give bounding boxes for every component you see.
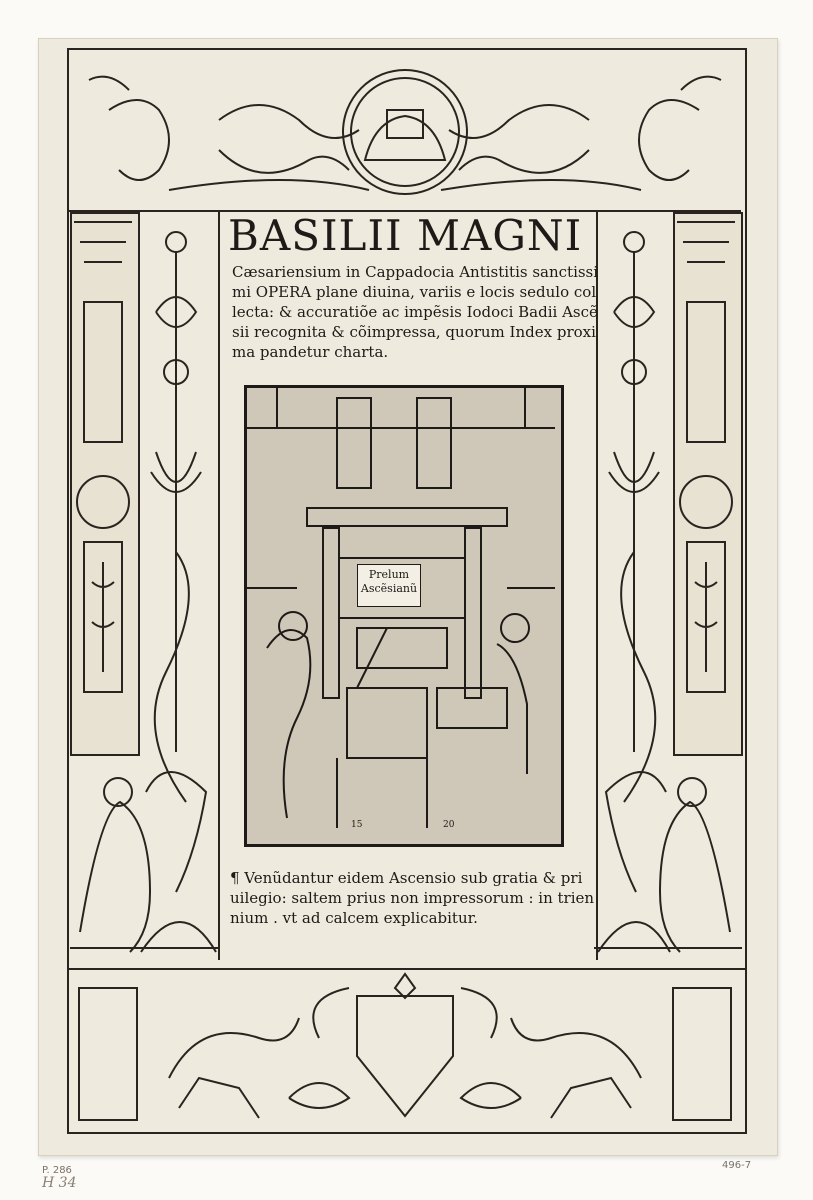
press-year-left: 15 [351, 820, 363, 830]
body-line: Cæsariensium in Cappadocia Antistitis sanctissi [232, 263, 599, 281]
inventory-number: 496-7 [722, 1160, 752, 1171]
colophon-line: nium . vt ad calcem explicabitur. [230, 909, 478, 927]
press-label-line: Prelum [368, 568, 410, 581]
shelf-mark [42, 1165, 76, 1189]
shelf-mark-line: P. 286 [42, 1165, 72, 1176]
shelf-mark-handwritten: H 34 [42, 1175, 77, 1191]
press-label-line: Ascẽsianũ [360, 582, 418, 595]
body-line: ma pandetur charta. [232, 343, 389, 361]
press-label [357, 564, 421, 607]
lower-figures-ornament [70, 752, 742, 962]
bottom-ornament-illustration [69, 968, 741, 1130]
colophon-line: uilegio: saltem prius non impressorum : in trien [230, 889, 595, 907]
right-pillar-decoration [673, 212, 739, 752]
top-ornament-illustration [69, 50, 741, 210]
colophon-line: ¶ Venũdantur eidem Ascensio sub gratia & pri [230, 869, 583, 887]
title-body-text [232, 262, 599, 362]
press-year-right: 20 [443, 820, 455, 830]
page-title: BASILII MAGNI [228, 211, 583, 260]
body-line: mi OPERA plane diuina, variis e locis sedulo col [232, 283, 597, 301]
body-line: lecta: & accuratiõe ac impẽsis Iodoci Badii Ascẽ [232, 303, 598, 321]
left-pillar-decoration [70, 212, 136, 752]
body-line: sii recognita & cõimpressa, quorum Index proxi [232, 323, 596, 341]
